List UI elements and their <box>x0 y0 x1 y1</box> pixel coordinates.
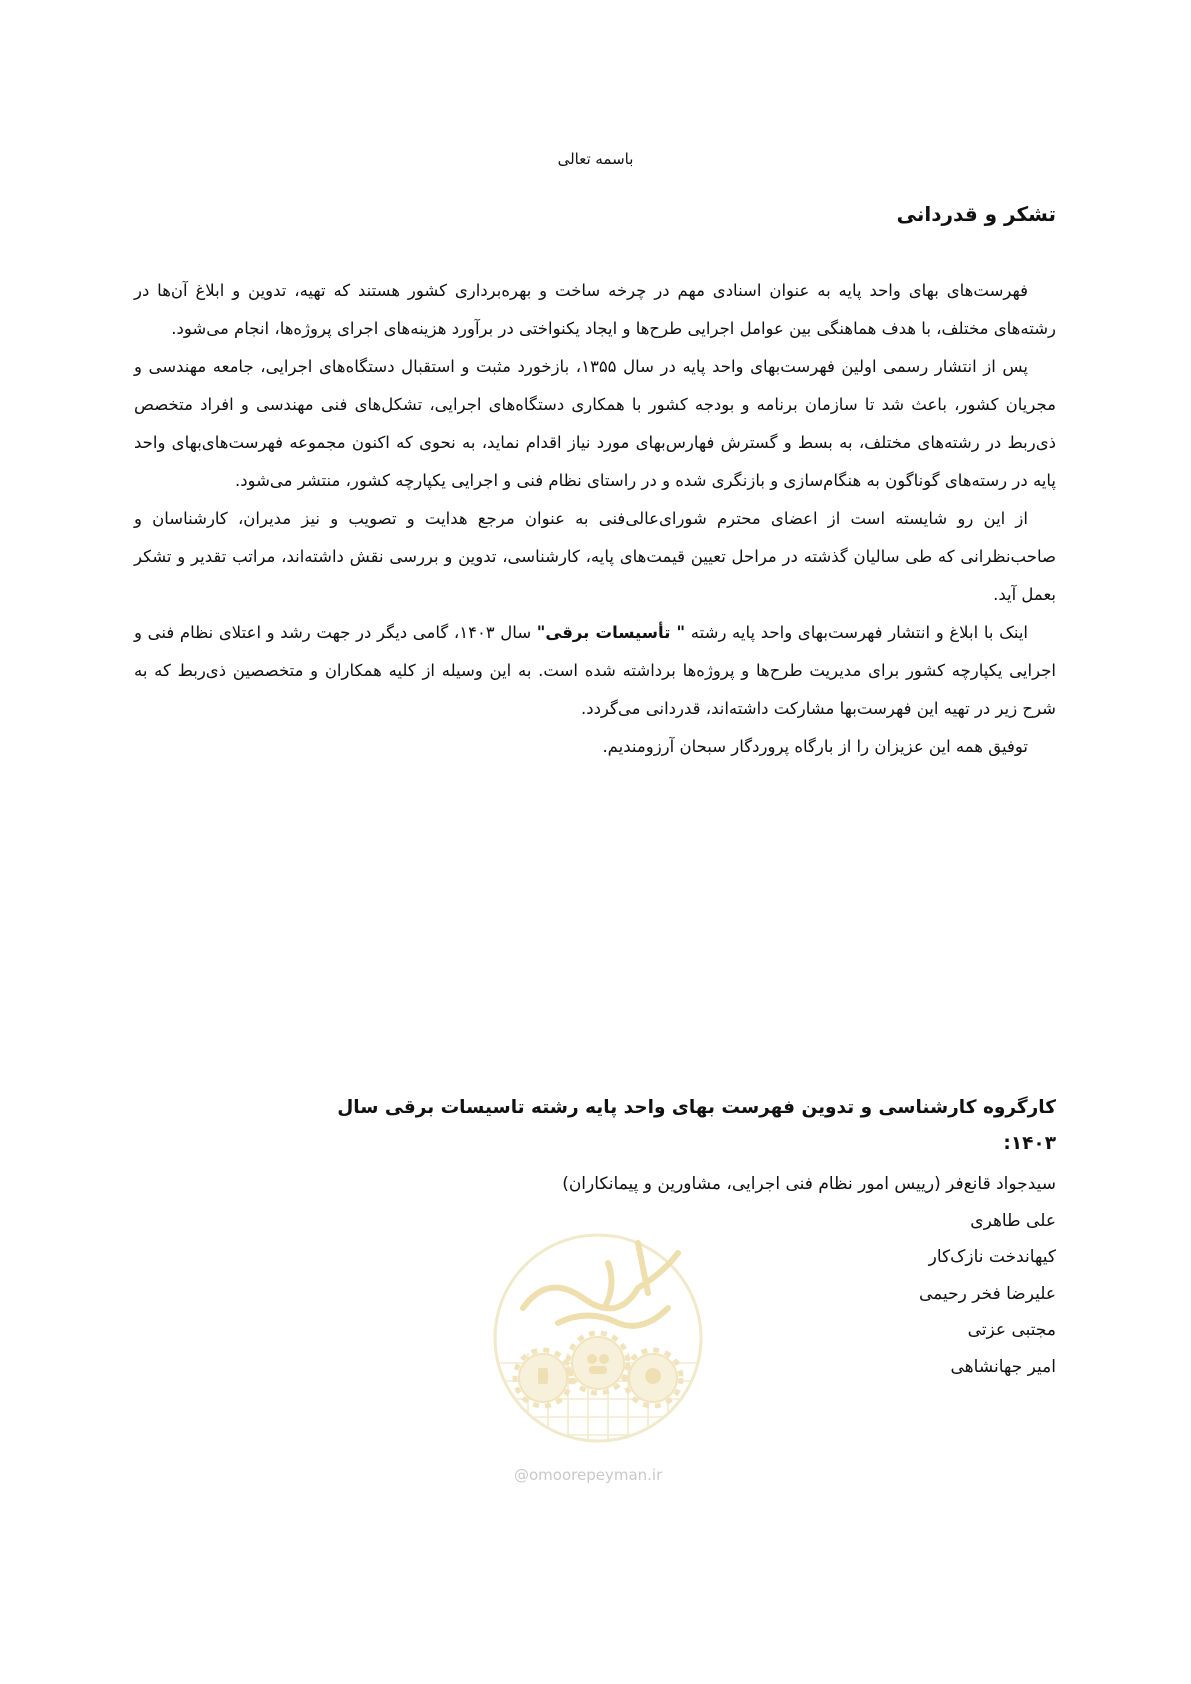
paragraph: پس از انتشار رسمی اولین فهرست‌بهای واحد پایه در سال ۱۳۵۵، بازخورد مثبت و استقبال دستگاه‌های اجرایی، جامعه مهندسی و مجریان کشور، باعث شد تا سازمان برنامه و بودجه کشور با همکاری دستگاه‌های اجرایی، تشکل‌های فنی مهندسی و افراد متخصص ذی‌ربط در رشته‌های مختلف، به بسط و گسترش فهارس‌بهای مورد نیاز اقدام نماید، به نحوی که اکنون مجموعه فهرست‌های‌بهای واحد پایه در رسته‌های گوناگون به هنگام‌سازی و بازنگری شده و در راستای نظام فنی و اجرایی یکپارچه کشور، منتشر می‌شود. <box>134 357 1056 490</box>
list-item: کیهاندخت نازک‌کار <box>928 1247 1056 1267</box>
list-item: مجتبی عزتی <box>967 1320 1056 1340</box>
basmala-header: باسمه تعالی <box>557 150 634 168</box>
watermark-logo-icon <box>488 1213 708 1463</box>
watermark-url: @omoorepeyman.ir <box>514 1466 663 1484</box>
paragraph: توفیق همه این عزیزان را از بارگاه پروردگار سبحان آرزومندیم. <box>602 737 1028 756</box>
list-item: علی طاهری <box>970 1210 1056 1231</box>
paragraph-text: اینک با ابلاغ و انتشار فهرست‌بهای واحد پایه رشته <box>685 623 1029 642</box>
list-item: سیدجواد قانع‌فر (رییس امور نظام فنی اجرایی، مشاورین و پیمانکاران) <box>562 1174 1056 1194</box>
working-group-heading: کارگروه کارشناسی و تدوین فهرست بهای واحد پایه رشته تاسیسات برقی سال ۱۴۰۳: <box>337 1097 1056 1154</box>
list-item: امیر جهانشاهی <box>950 1356 1056 1377</box>
list-item: علیرضا فخر رحیمی <box>918 1283 1056 1304</box>
acknowledgement-body <box>134 272 1056 766</box>
paragraph-text: سال ۱۴۰۳، گامی دیگر در جهت رشد و اعتلای نظام فنی و اجرایی یکپارچه کشور برای مدیریت طرح‌ها و پروژه‌ها برداشته شده است. به این وسیله از کلیه همکاران و متخصصین ذی‌ربط که به شرح زیر در تهیه این فهرست‌بها مشارکت داشته‌اند، قدردانی می‌گردد. <box>134 623 1056 718</box>
paragraph: از این رو شایسته است از اعضای محترم شورای‌عالی‌فنی به عنوان مرجع هدایت و تصویب و نیز مدیران، کارشناسان و صاحب‌نظرانی که طی سالیان گذشته در مراحل تعیین قیمت‌های پایه، کارشناسی، تدوین و بررسی نقش داشته‌اند، مراتب تقدیر و تشکر بعمل آید. <box>134 509 1056 604</box>
page-title: تشکر و قدردانی <box>896 202 1056 226</box>
paragraph: فهرست‌های بهای واحد پایه به عنوان اسنادی مهم در چرخه ساخت و بهره‌برداری کشور هستند که تهیه، تدوین و ابلاغ آن‌ها در رشته‌های مختلف، با هدف هماهنگی بین عوامل اجرایی طرح‌ها و ایجاد یکنواختی در برآورد هزینه‌های اجرای پروژه‌ها، انجام می‌شود. <box>134 281 1056 338</box>
paragraph <box>134 614 1056 728</box>
field-name-emphasis: " تأسیسات برقی" <box>536 623 686 642</box>
